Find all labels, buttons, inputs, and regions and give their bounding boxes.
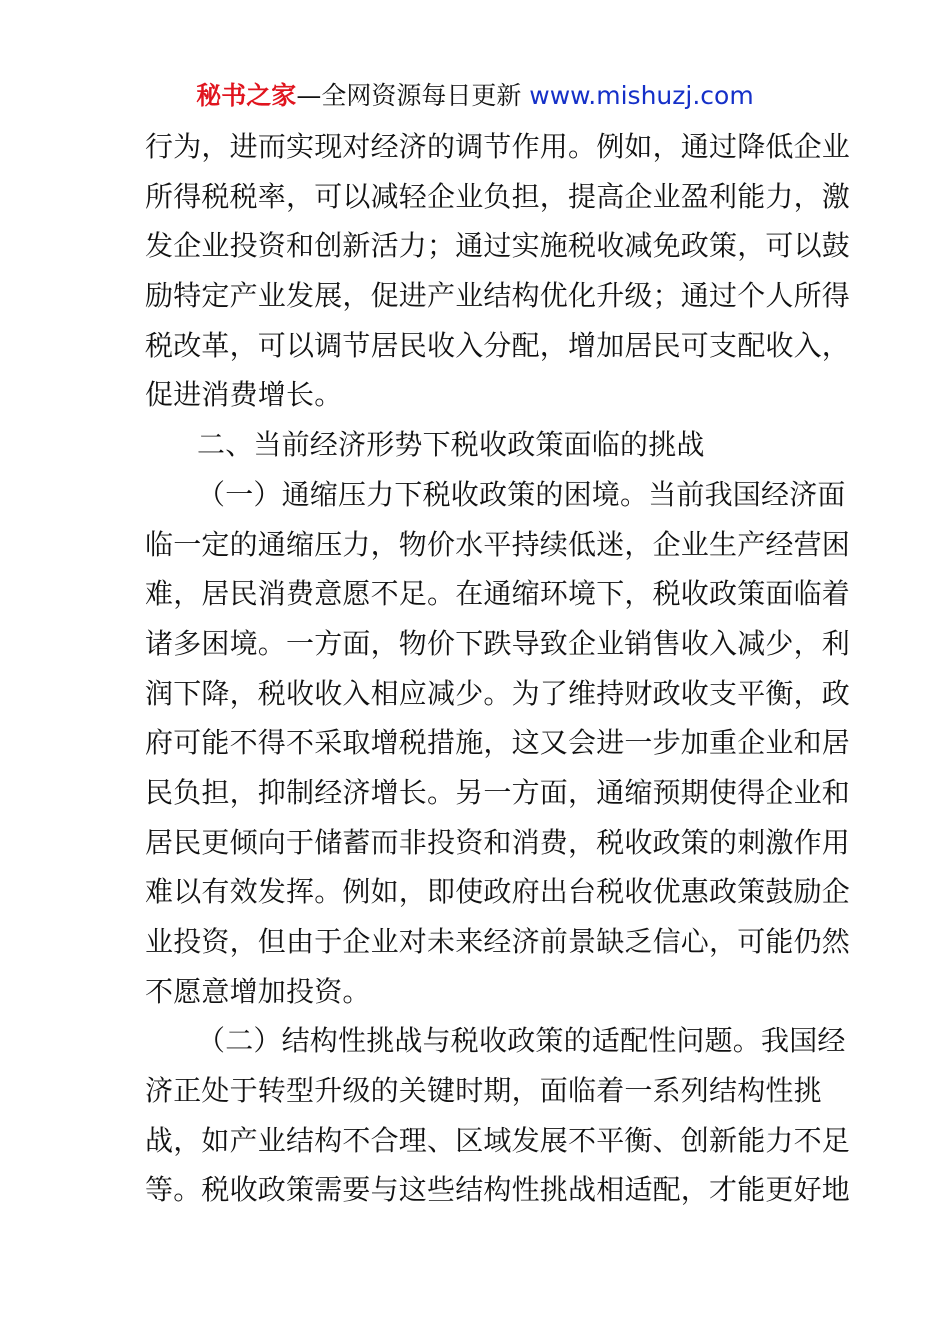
text-line: 税改革，可以调节居民收入分配，增加居民可支配收入，: [145, 328, 851, 362]
site-header: [0, 80, 950, 112]
text-line: 所得税税率，可以减轻企业负担，提高企业盈利能力，激: [145, 179, 851, 213]
site-tagline: —全网资源每日更新: [296, 81, 530, 110]
text-line: 业投资，但由于企业对未来经济前景缺乏信心，可能仍然: [145, 925, 851, 958]
text-line: 难，居民消费意愿不足。在通缩环境下，税收政策面临着: [145, 577, 851, 611]
text-line: 励特定产业发展，促进产业结构优化升级；通过个人所得: [145, 279, 851, 313]
text-line: 等。税收政策需要与这些结构性挑战相适配，才能更好地: [145, 1173, 851, 1207]
text-line: 促进消费增长。: [145, 378, 343, 412]
text-line: 难以有效发挥。例如，即使政府出台税收优惠政策鼓励企: [145, 875, 851, 909]
text-line: 不愿意增加投资。: [145, 974, 371, 1008]
text-line: 诸多困境。一方面，物价下跌导致企业销售收入减少，利: [145, 626, 851, 660]
text-line: 行为，进而实现对经济的调节作用。例如，通过降低企业: [145, 130, 851, 163]
text-line: 临一定的通缩压力，物价水平持续低迷，企业生产经营困: [145, 527, 851, 561]
text-line: 居民更倾向于储蓄而非投资和消费，税收政策的刺激作用: [145, 825, 851, 859]
text-line: 济正处于转型升级的关键时期，面临着一系列结构性挑: [145, 1074, 822, 1108]
document-body: [145, 127, 851, 1220]
text-line: 战，如产业结构不合理、区域发展不平衡、创新能力不足: [145, 1123, 851, 1157]
text-line: 府可能不得不采取增税措施，这又会进一步加重企业和居: [145, 726, 851, 760]
site-url-link[interactable]: www.mishuzj.com: [529, 81, 754, 110]
site-brand: 秘书之家: [196, 81, 297, 110]
section-heading: 二、当前经济形势下税收政策面临的挑战: [197, 428, 705, 462]
text-line: 润下降，税收收入相应减少。为了维持财政收支平衡，政: [145, 676, 851, 710]
text-line: 发企业投资和创新活力；通过实施税收减免政策，可以鼓: [145, 229, 851, 263]
subsection-heading-1: （一）通缩压力下税收政策的困境。当前我国经济面: [197, 477, 846, 511]
text-line: 民负担，抑制经济增长。另一方面，通缩预期使得企业和: [145, 775, 851, 809]
subsection-heading-2: （二）结构性挑战与税收政策的适配性问题。我国经: [197, 1024, 846, 1058]
